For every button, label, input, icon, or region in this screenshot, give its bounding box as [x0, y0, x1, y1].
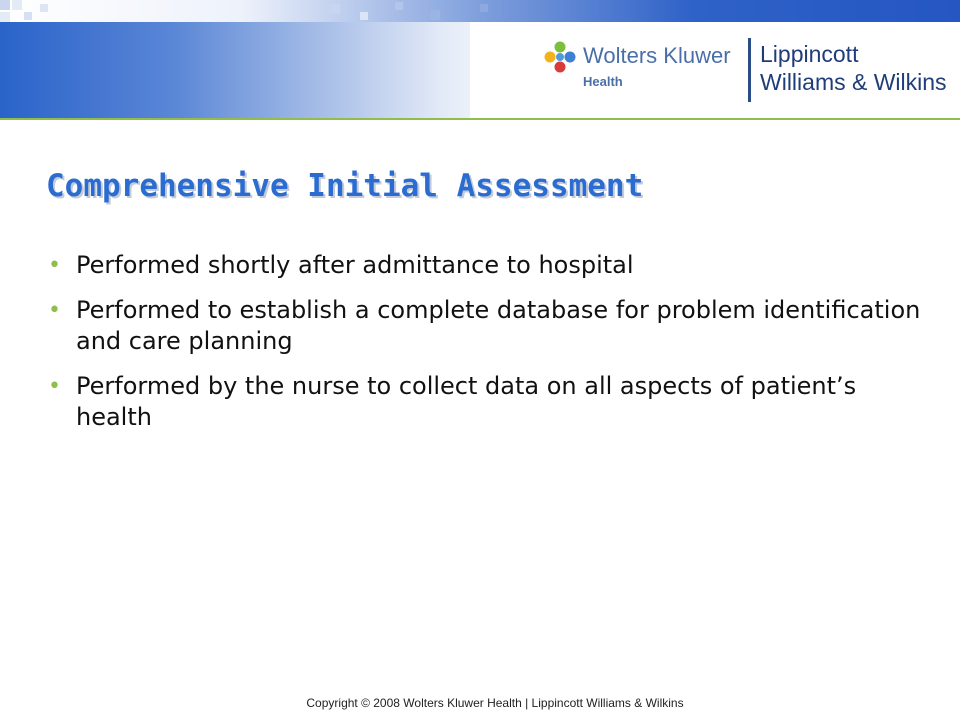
bullet-marker-icon: •	[48, 253, 61, 278]
header-divider	[0, 118, 960, 120]
decor-square	[480, 4, 488, 12]
bullet-item	[46, 371, 926, 433]
decor-square	[360, 12, 368, 20]
bullet-text: Performed by the nurse to collect data on all aspects of patient’s health	[76, 372, 857, 431]
logo-divider	[748, 38, 751, 102]
bullet-item	[46, 250, 926, 281]
partner-name-line-1: Lippincott	[760, 41, 859, 67]
bullet-marker-icon: •	[48, 374, 61, 399]
copyright-footer: Copyright © 2008 Wolters Kluwer Health | Lippincott Williams & Wilkins	[306, 696, 684, 710]
bullet-item	[46, 295, 926, 357]
decor-square	[0, 0, 10, 10]
bullet-text: Performed to establish a complete database for problem identification and care planning	[76, 296, 921, 355]
slide-title: Comprehensive Initial Assessment	[46, 168, 644, 204]
decor-square	[24, 12, 32, 20]
brand-name: Wolters Kluwer	[583, 43, 731, 68]
bullet-marker-icon: •	[48, 298, 61, 323]
decor-square	[330, 4, 340, 14]
decor-square	[395, 2, 403, 10]
bullet-text: Performed shortly after admittance to hospital	[76, 251, 634, 279]
brand-subtitle: Health	[583, 74, 623, 89]
partner-name-line-2: Williams & Wilkins	[760, 69, 947, 95]
decor-square	[12, 0, 22, 10]
bullet-list	[46, 250, 926, 447]
decor-square	[40, 4, 48, 12]
publisher-logo	[543, 38, 957, 108]
decor-square	[430, 10, 440, 20]
wolters-kluwer-logo-icon	[543, 40, 577, 74]
decor-square	[0, 12, 10, 22]
